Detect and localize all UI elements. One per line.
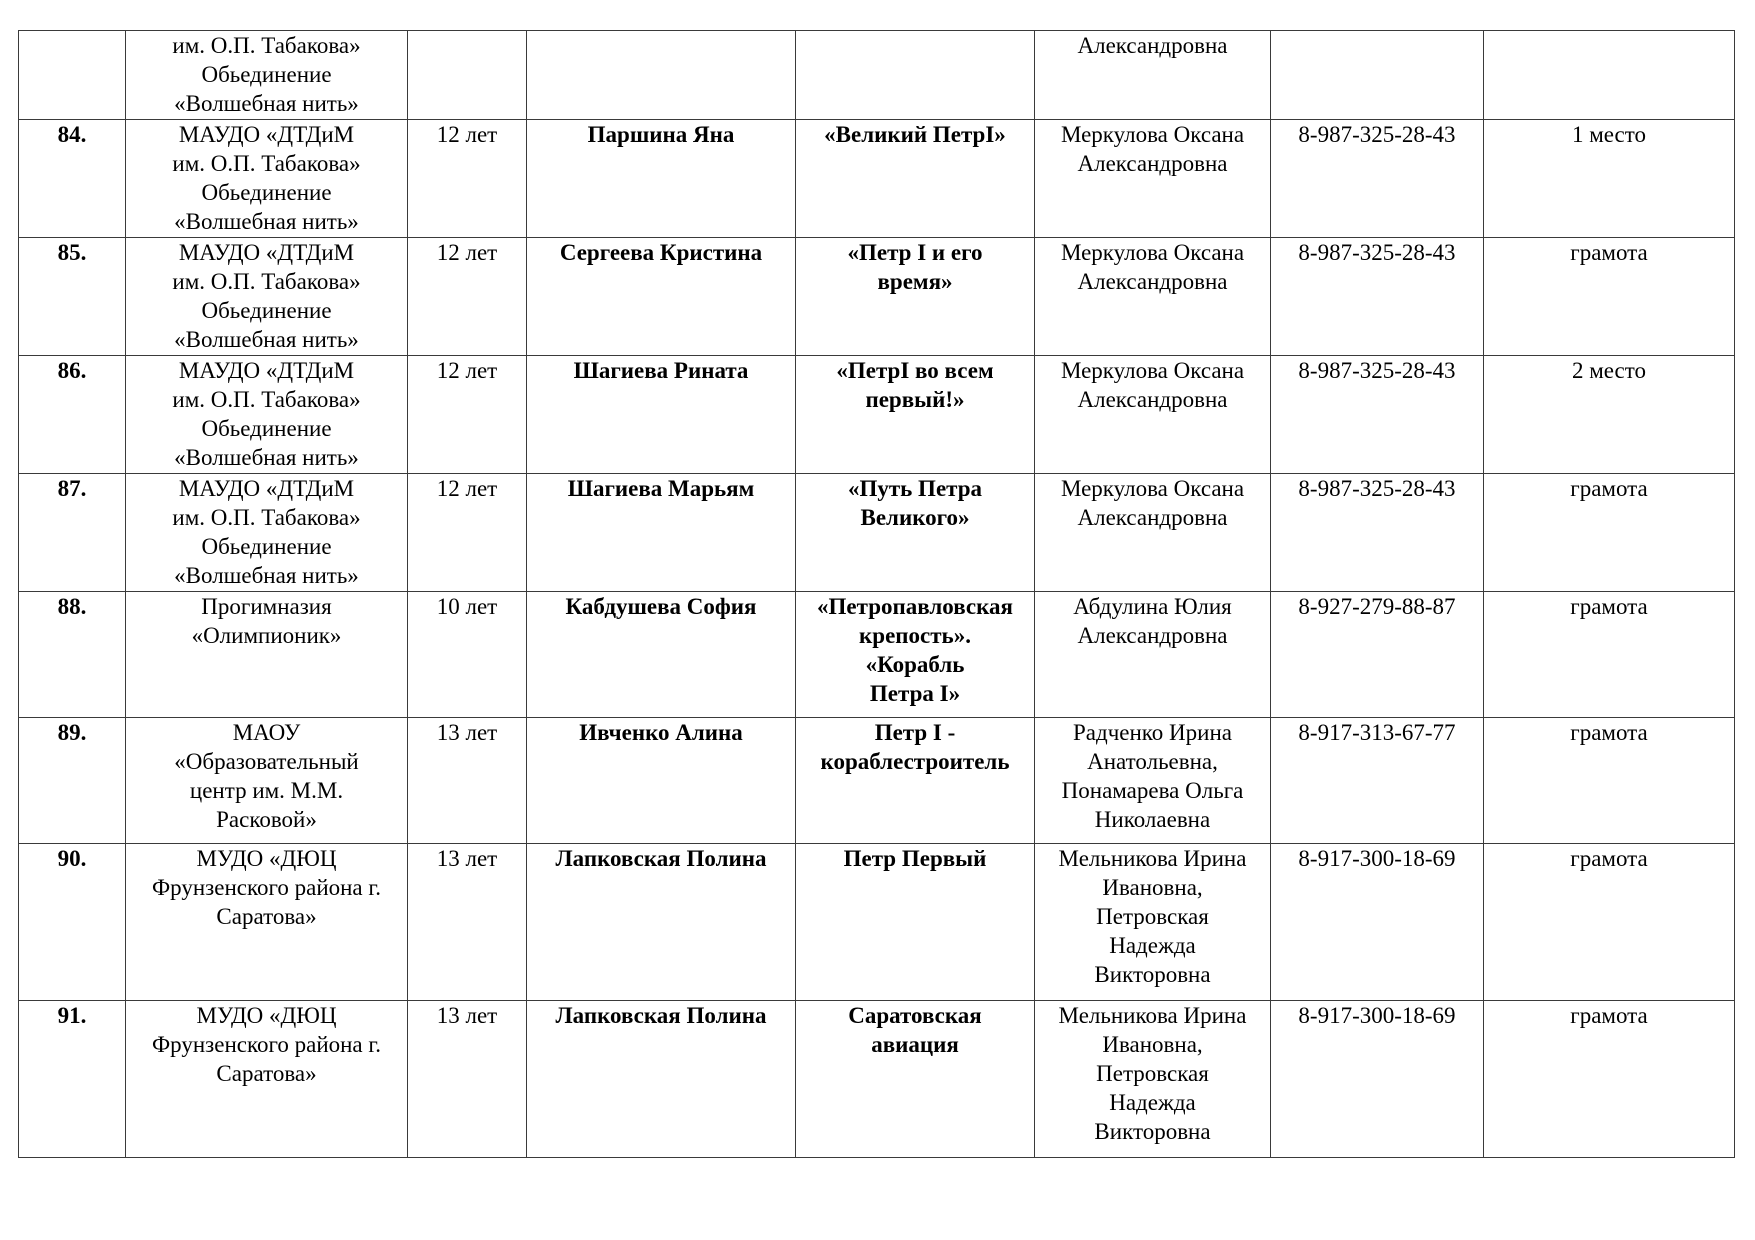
cell-phone: 8-987-325-28-43 [1271,474,1484,592]
cell-number: 85. [19,238,126,356]
table-row [19,474,1735,592]
table-row [19,356,1735,474]
cell-work-title [796,31,1035,120]
cell-result: грамота [1484,718,1735,844]
table-row [19,718,1735,844]
cell-organization: им. О.П. Табакова» Обьединение «Волшебная нить» [126,31,408,120]
cell-result: грамота [1484,238,1735,356]
cell-participant-name [527,31,796,120]
cell-age: 10 лет [408,592,527,718]
cell-age: 12 лет [408,356,527,474]
cell-phone: 8-917-300-18-69 [1271,844,1484,1001]
cell-teacher: Меркулова Оксана Александровна [1035,120,1271,238]
cell-age: 13 лет [408,718,527,844]
cell-number: 86. [19,356,126,474]
cell-number: 91. [19,1001,126,1158]
table-row [19,238,1735,356]
cell-result: грамота [1484,1001,1735,1158]
cell-phone: 8-917-300-18-69 [1271,1001,1484,1158]
cell-phone: 8-987-325-28-43 [1271,120,1484,238]
cell-participant-name: Кабдушева София [527,592,796,718]
cell-result: грамота [1484,474,1735,592]
cell-age: 13 лет [408,1001,527,1158]
cell-phone [1271,31,1484,120]
cell-teacher: Меркулова Оксана Александровна [1035,238,1271,356]
cell-number: 89. [19,718,126,844]
cell-result: 1 место [1484,120,1735,238]
results-table [18,30,1735,1158]
cell-result: грамота [1484,844,1735,1001]
cell-teacher: Мельникова Ирина Ивановна, Петровская Надежда Викторовна [1035,844,1271,1001]
cell-age: 12 лет [408,474,527,592]
cell-organization: Прогимназия «Олимпионик» [126,592,408,718]
cell-number: 84. [19,120,126,238]
cell-work-title: «Петр I и его время» [796,238,1035,356]
cell-result [1484,31,1735,120]
cell-participant-name: Лапковская Полина [527,844,796,1001]
cell-phone: 8-987-325-28-43 [1271,356,1484,474]
cell-work-title: «ПетрI во всем первый!» [796,356,1035,474]
table-row [19,120,1735,238]
cell-participant-name: Шагиева Марьям [527,474,796,592]
cell-age [408,31,527,120]
cell-work-title: Петр I - кораблестроитель [796,718,1035,844]
cell-result: 2 место [1484,356,1735,474]
table-row-continuation [19,31,1735,120]
cell-phone: 8-987-325-28-43 [1271,238,1484,356]
cell-phone: 8-917-313-67-77 [1271,718,1484,844]
cell-organization: МАУДО «ДТДиМ им. О.П. Табакова» Обьединение «Волшебная нить» [126,238,408,356]
cell-work-title: Петр Первый [796,844,1035,1001]
cell-age: 12 лет [408,120,527,238]
cell-teacher: Мельникова Ирина Ивановна, Петровская Надежда Викторовна [1035,1001,1271,1158]
cell-participant-name: Лапковская Полина [527,1001,796,1158]
cell-participant-name: Шагиева Рината [527,356,796,474]
cell-work-title: Саратовская авиация [796,1001,1035,1158]
cell-participant-name: Сергеева Кристина [527,238,796,356]
cell-teacher: Меркулова Оксана Александровна [1035,474,1271,592]
cell-organization: МАОУ «Образовательный центр им. М.М. Расковой» [126,718,408,844]
cell-number: 90. [19,844,126,1001]
cell-age: 13 лет [408,844,527,1001]
table-row [19,844,1735,1001]
table-row [19,592,1735,718]
cell-teacher: Меркулова Оксана Александровна [1035,356,1271,474]
cell-participant-name: Паршина Яна [527,120,796,238]
cell-teacher: Александровна [1035,31,1271,120]
cell-teacher: Радченко Ирина Анатольевна, Понамарева Ольга Николаевна [1035,718,1271,844]
cell-organization: МАУДО «ДТДиМ им. О.П. Табакова» Обьединение «Волшебная нить» [126,356,408,474]
cell-result: грамота [1484,592,1735,718]
table-row [19,1001,1735,1158]
cell-number: 88. [19,592,126,718]
cell-teacher: Абдулина Юлия Александровна [1035,592,1271,718]
cell-organization: МАУДО «ДТДиМ им. О.П. Табакова» Обьединение «Волшебная нить» [126,474,408,592]
cell-work-title: «Великий ПетрI» [796,120,1035,238]
cell-participant-name: Ивченко Алина [527,718,796,844]
cell-work-title: «Путь Петра Великого» [796,474,1035,592]
cell-work-title: «Петропавловская крепость». «Корабль Петра I» [796,592,1035,718]
cell-number [19,31,126,120]
cell-age: 12 лет [408,238,527,356]
cell-organization: МУДО «ДЮЦ Фрунзенского района г. Саратова» [126,844,408,1001]
cell-phone: 8-927-279-88-87 [1271,592,1484,718]
cell-organization: МУДО «ДЮЦ Фрунзенского района г. Саратова» [126,1001,408,1158]
cell-organization: МАУДО «ДТДиМ им. О.П. Табакова» Обьединение «Волшебная нить» [126,120,408,238]
cell-number: 87. [19,474,126,592]
